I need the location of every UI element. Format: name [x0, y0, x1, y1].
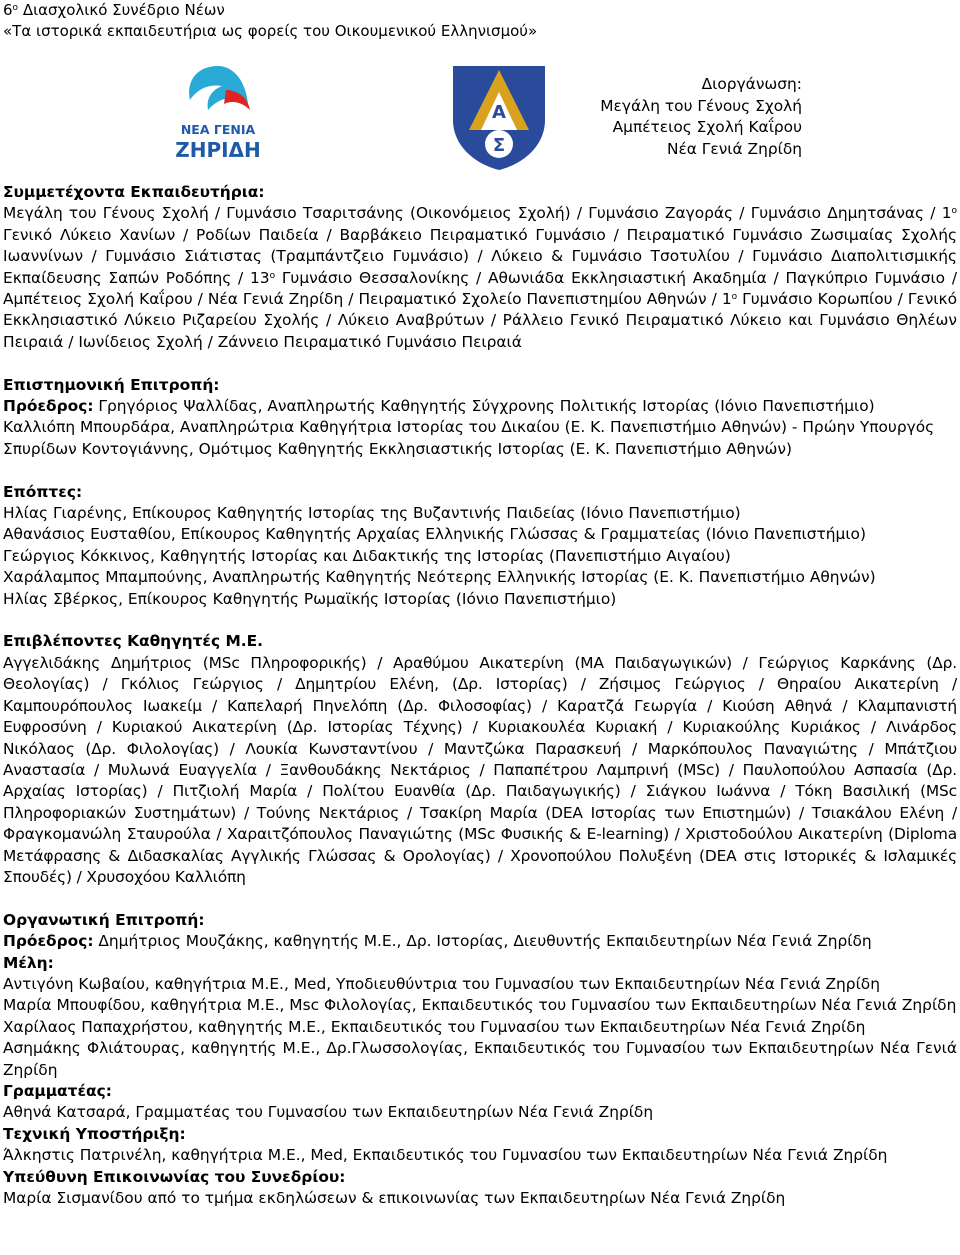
organizer-item: Αμπέτειος Σχολή Καΐρου: [612, 118, 802, 136]
organizers-label: Διοργάνωση:: [701, 75, 802, 93]
participants-text: Μεγάλη του Γένους Σχολή / Γυμνάσιο Τσαριτσάνης (Οικονόμειος Σχολή) / Γυμνάσιο Ζαγοράς / Γυμνάσιο Δημητσάνας / 1: [3, 204, 952, 223]
scientific-member: Καλλιόπη Μπουρδάρα, Αναπληρώτρια Καθηγήτρια Ιστορίας του Δικαίου (Ε. Κ. Πανεπιστήμιο Αθηνών) - Πρώην Υπουργός: [3, 418, 935, 437]
organizing-member: Μαρία Μπουφίδου, καθηγήτρια Μ.Ε., Msc Φιλολογίας, Εκπαιδευτικός του Γυμνασίου των Εκπαιδευτηρίων Νέα Γενιά Ζηρίδη: [3, 996, 957, 1015]
logo-line2: ΖΗΡΙΔΗ: [175, 138, 261, 162]
conference-name: Διασχολικό Συνέδριο Νέων: [18, 1, 225, 19]
ampeteios-crest-logo: [443, 60, 555, 172]
tech-support-text: Άλκηστις Πατρινέλη, καθηγήτρια Μ.Ε., Med, Εκπαιδευτικός του Γυμνασίου των Εκπαιδευτηρίων Νέα Γενιά Ζηρίδη: [3, 1146, 888, 1165]
supervisor-item: Χαράλαμπος Μπαμπούνης, Αναπληρωτής Καθηγητής Νεότερης Ελληνικής Ιστορίας (Ε. Κ. Πανεπιστήμιο Αθηνών): [3, 568, 876, 587]
document-body: [3, 182, 957, 1209]
supervisor-item: Αθανάσιος Ευσταθίου, Επίκουρος Καθηγητής Αρχαίας Ελληνικής Γλώσσας & Γραμματείας (Ιόνιο Πανεπιστήμιο): [3, 525, 866, 544]
organizing-president: [3, 931, 957, 952]
organizer-item: Νέα Γενιά Ζηρίδη: [666, 139, 802, 158]
participants-heading: Συμμετέχοντα Εκπαιδευτήρια:: [3, 183, 265, 201]
document-header: [3, 0, 537, 42]
communication-text: Μαρία Σισμανίδου από το τμήμα εκδηλώσεων & επικοινωνίας των Εκπαιδευτηρίων Νέα Γενιά Ζηρίδη: [3, 1189, 786, 1208]
supervisor-item: Ηλίας Γιαρένης, Επίκουρος Καθηγητής Ιστορίας της Βυζαντινής Παιδείας (Ιόνιο Πανεπιστήμιο): [3, 504, 741, 523]
president-label: Πρόεδρος:: [3, 397, 94, 416]
organizing-heading: Οργανωτική Επιτροπή:: [3, 910, 205, 929]
ordinal-suffix: ο: [731, 292, 738, 303]
organizers-block: [600, 74, 802, 160]
tech-support-label: Τεχνική Υποστήριξη:: [3, 1124, 186, 1143]
secretary-text: Αθηνά Κατσαρά, Γραμματέας του Γυμνασίου των Εκπαιδευτηρίων Νέα Γενιά Ζηρίδη: [3, 1103, 654, 1122]
conference-title: [3, 0, 537, 21]
supervisor-item: Γεώργιος Κόκκινος, Καθηγητής Ιστορίας και Διδακτικής της Ιστορίας (Πανεπιστήμιο Αιγαίου): [3, 546, 731, 565]
organizing-member: Χαρίλαος Παπαχρήστου, καθηγητής Μ.Ε., Εκπαιδευτικός του Γυμνασίου των Εκπαιδευτηρίων Νέα Γενιά Ζηρίδη: [3, 1017, 866, 1036]
ordinal-suffix: ο: [269, 270, 276, 281]
members-label: Μέλη:: [3, 953, 54, 972]
participants-text: Γυμνάσιο Θεσσαλονίκης / Αθωνιάδα Εκκλησιαστική Ακαδημία / Παγκύπριο Γυμνάσιο / Αμπέτειος Σχολή Καΐρου / Νέα Γενιά Ζηρίδη / Πειραματικό Σχολείο Πανεπιστημίου Αθηνών / 1: [3, 268, 958, 309]
secretary-label: Γραμματέας:: [3, 1082, 112, 1100]
organizing-member: Ασημάκης Φλιάτουρας, καθηγητής Μ.Ε., Δρ.Γλωσσολογίας, Εκπαιδευτικός του Γυμνασίου των Εκπαιδευτηρίων Νέα Γενιά Ζηρίδη: [3, 1039, 957, 1079]
ordinal-suffix: ο: [12, 3, 19, 13]
president-text: Γρηγόριος Ψαλλίδας, Αναπληρωτής Καθηγητής Σύγχρονης Πολιτικής Ιστορίας (Ιόνιο Πανεπιστήμιο): [93, 397, 875, 416]
scientific-president: [3, 396, 957, 417]
teachers-list: Αγγελιδάκης Δημήτριος (MSc Πληροφορικής) / Αραθύμου Αικατερίνη (MA Παιδαγωγικών) / Γεώργιος Καρκάνης (Δρ. Θεολογίας) / Γκόλιος Γεώργιος / Δημητρίου Ελένη, (Δρ. Ιστορίας) / Ζήσιμος Γεώργιος / Θηραίου Αικατερίνη / Καμπουρόπουλος Ιωακείμ / Καπελαρή Πηνελόπη (Δρ. Φιλοσοφίας) / Καρατζά Γεωργία / Κιούση Αθηνά / Κλαμπανιστή Ευφροσύνη / Κυριακού Αικατερίνη (Δρ. Ιστορίας Τέχνης) / Κυριακουλέα Κυριακή / Κυριακούλης Κυριάκος / Λινάρδος Νικόλαος (Δρ. Φιλολογίας) / Λουκία Κωνσταντίνου / Μαντζώκα Παρασκευή / Μαρκόπουλος Παναγιώτης / Μπάτζιου Αναστασία / Μυλωνά Ευαγγελία / Ξανθουδάκης Νεκτάριος / Παπαπέτρου Λαμπρινή (MSc) / Παυλοπούλου Ασπασία (Δρ. Αρχαίας Ιστορίας) / Πιτζιολή Μαρία / Πολίτου Ευανθία (Δρ. Παιδαγωγικής) / Σιάγκου Ιωάννα / Τόκη Βασιλική (MSc Πληροφοριακών Συστημάτων) / Τούνης Νεκτάριος / Τσακίρη Μαρία (DEA Ιστορίας των Επιστημών) / Τσιακάλου Ελένη / Φραγκομανώλη Σταυρούλα / Χαραιτζόπουλος Παναγιώτης (MSc Φυσικής & E-learning) / Χριστοδούλου Αικατερίνη (Diploma Μετάφρασης & Διδασκαλίας Αγγλικής Γλώσσας & Ορολογίας) / Χρονοπούλου Πολυξένη (DEA στις Ιστορικές & Ισλαμικές Σπουδές) / Χρυσοχόου Καλλιόπη: [3, 653, 957, 886]
participants-text: Γυμνάσιο Κορωπίου / Γενικό Εκκλησιαστικό Λύκειο Ριζαρείου Σχολής / Λύκειο Αναβρύτων / Ράλλειο Γενικό Πειραματικό Λύκειο και Γυμνάσιο Θηλέων Πειραιά / Ιωνίδειος Σχολή / Ζάννειο Πειραματικό Γυμνάσιο Πειραιά: [3, 290, 958, 351]
organizing-member: Αντιγόνη Κωβαίου, καθηγήτρια Μ.Ε., Med, Υποδιευθύντρια του Γυμνασίου των Εκπαιδευτηρίων Νέα Γενιά Ζηρίδη: [3, 974, 880, 993]
supervisors-heading: Επόπτες:: [3, 482, 83, 501]
participants-list: [3, 203, 957, 353]
organizer-item: Μεγάλη του Γένους Σχολή: [600, 96, 802, 115]
participants-text: Γενικό Λύκειο Χανίων / Ροδίων Παιδεία / Βαρβάκειο Πειραματικό Γυμνάσιο / Πειραματικό Γυμνάσιο Ζωσιμαίας Σχολής Ιωαννίνων / Γυμνάσιο Σιάτιστας (Τραμπάντζειο Γυμνάσιο) / Λύκειο & Γυμνάσιο Τσοτυλίου / Γυμνάσιο Διαπολιτισμικής Εκπαίδευσης Σαπών Ροδόπης / 13: [3, 225, 957, 287]
conference-ordinal: 6: [3, 1, 13, 19]
logo-line1: ΝΕΑ ΓΕΝΙΑ: [180, 122, 256, 137]
nea-genia-zirydi-logo: [168, 60, 268, 170]
communication-label: Υπεύθυνη Επικοινωνίας του Συνεδρίου:: [3, 1167, 346, 1186]
teachers-heading: Επιβλέποντες Καθηγητές Μ.Ε.: [3, 632, 263, 651]
conference-subtitle: «Τα ιστορικά εκπαιδευτήρια ως φορείς του Οικουμενικού Ελληνισμού»: [3, 22, 538, 40]
ordinal-suffix: ο: [951, 206, 957, 217]
crest-letter-top: Α: [492, 102, 506, 123]
president-label: Πρόεδρος:: [3, 932, 94, 951]
president-text: Δημήτριος Μουζάκης, καθηγητής Μ.Ε., Δρ. Ιστορίας, Διευθυντής Εκπαιδευτηρίων Νέα Γενιά Ζηρίδη: [93, 932, 872, 951]
supervisor-item: Ηλίας Σβέρκος, Επίκουρος Καθηγητής Ρωμαϊκής Ιστορίας (Ιόνιο Πανεπιστήμιο): [3, 589, 617, 608]
crest-letter-bottom: Σ: [492, 135, 506, 156]
scientific-heading: Επιστημονική Επιτροπή:: [3, 375, 220, 394]
scientific-member: Σπυρίδων Κοντογιάννης, Ομότιμος Καθηγητής Εκκλησιαστικής Ιστορίας (Ε. Κ. Πανεπιστήμιο Αθηνών): [3, 439, 793, 458]
